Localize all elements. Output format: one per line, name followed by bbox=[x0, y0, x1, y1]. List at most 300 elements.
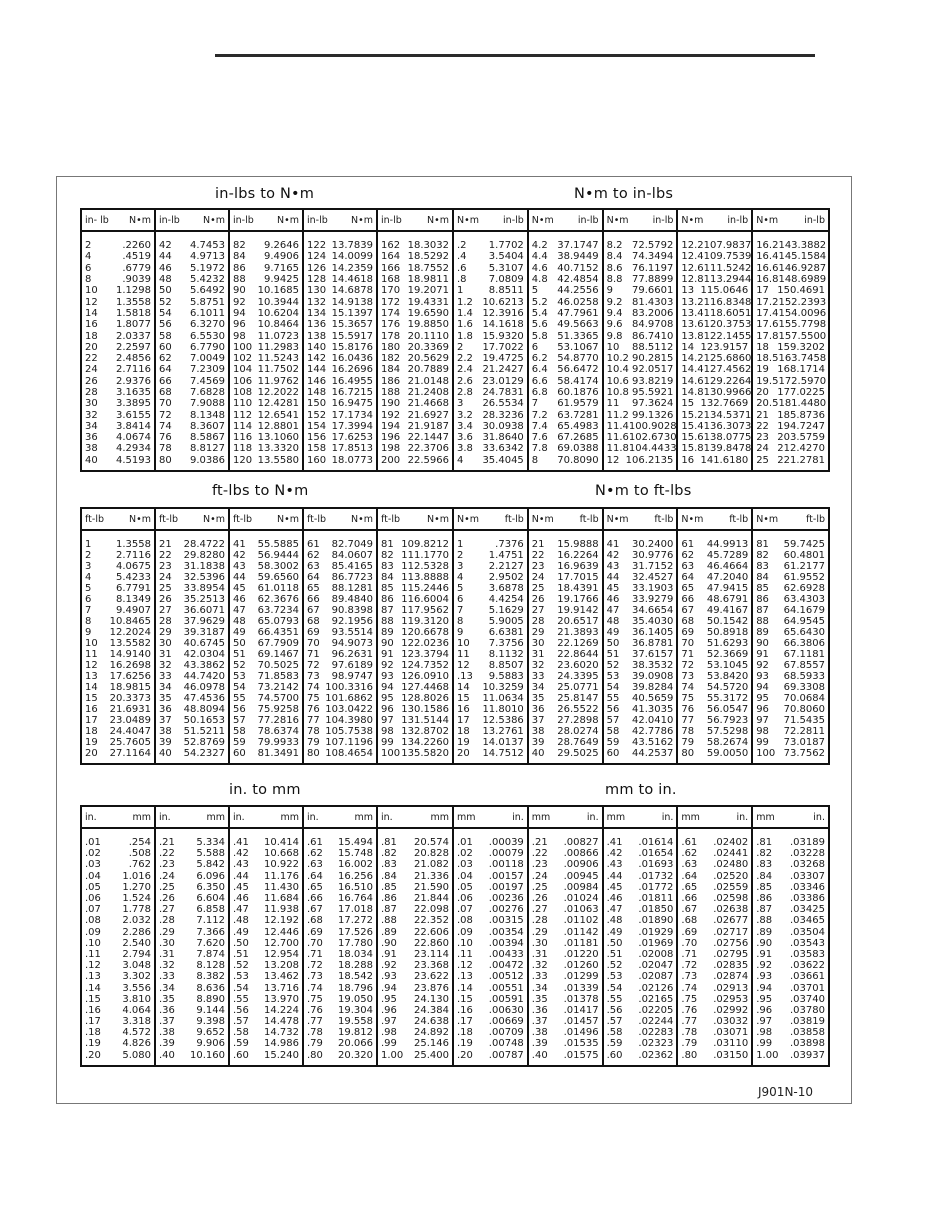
input-value-cell: 79 bbox=[307, 737, 320, 748]
converted-value-cell: 83.2006 bbox=[632, 307, 674, 319]
converted-value-cell: 20.7889 bbox=[407, 364, 449, 376]
input-value-cell: 54 bbox=[233, 682, 246, 693]
table-row bbox=[753, 240, 828, 251]
header-from-unit: N•m bbox=[681, 214, 704, 226]
table-row bbox=[378, 251, 452, 262]
converted-value-cell: 6.6381 bbox=[488, 627, 524, 638]
converted-value-cell: 18.4391 bbox=[557, 583, 599, 594]
header-to-unit: N•m bbox=[277, 513, 299, 525]
table-row bbox=[529, 748, 602, 759]
input-value-cell: 62 bbox=[681, 550, 695, 561]
table-row bbox=[604, 550, 677, 561]
table-body bbox=[304, 829, 376, 1061]
converted-value-cell: 14.2359 bbox=[331, 262, 373, 274]
converted-value-cell: 14.224 bbox=[264, 1004, 299, 1016]
input-value-cell: 4 bbox=[85, 572, 92, 583]
input-value-cell: 22 bbox=[159, 550, 172, 561]
table-row bbox=[529, 376, 602, 387]
converted-value-cell: 22.098 bbox=[414, 904, 449, 916]
input-value-cell: .36 bbox=[159, 1004, 175, 1016]
table-row bbox=[304, 904, 376, 915]
converted-value-cell: 86.7723 bbox=[331, 572, 373, 583]
input-value-cell: 6.2 bbox=[531, 353, 548, 365]
converted-value-cell: 64.1679 bbox=[783, 605, 825, 616]
input-value-cell: 94 bbox=[381, 682, 394, 693]
input-value-cell: 18.5 bbox=[756, 353, 779, 365]
input-value-cell: 8 bbox=[85, 274, 92, 286]
table-header bbox=[82, 210, 154, 232]
table-row bbox=[378, 263, 452, 274]
table-row bbox=[230, 1027, 302, 1038]
converted-value-cell: 16.510 bbox=[338, 881, 373, 893]
table-row bbox=[378, 726, 452, 737]
table-row bbox=[753, 342, 828, 353]
header-to-unit: in. bbox=[736, 811, 749, 823]
input-value-cell: 57 bbox=[233, 715, 246, 726]
input-value-cell: 85 bbox=[381, 583, 394, 594]
input-value-cell: 85 bbox=[756, 583, 769, 594]
input-value-cell: .68 bbox=[307, 915, 323, 927]
input-value-cell: 28 bbox=[531, 616, 545, 627]
table-row bbox=[82, 960, 154, 971]
table-row bbox=[529, 704, 602, 715]
converted-value-cell: 8.8507 bbox=[488, 660, 524, 671]
input-value-cell: 39 bbox=[531, 737, 545, 748]
input-value-cell: 8.4 bbox=[606, 251, 623, 263]
table-row bbox=[378, 432, 452, 443]
converted-value-cell: 11.8010 bbox=[482, 704, 524, 715]
input-value-cell: .14 bbox=[85, 982, 101, 994]
converted-value-cell: 10.668 bbox=[264, 848, 299, 860]
converted-value-cell: 123.3794 bbox=[401, 649, 449, 660]
converted-value-cell: 8.636 bbox=[196, 982, 225, 994]
table-row bbox=[529, 421, 602, 432]
converted-value-cell: 8.382 bbox=[196, 971, 225, 983]
input-value-cell: 15.4 bbox=[681, 420, 704, 432]
table-row bbox=[378, 1050, 452, 1061]
converted-value-cell: 20.3369 bbox=[407, 341, 449, 353]
input-value-cell: 100 bbox=[233, 341, 253, 353]
table-row bbox=[454, 319, 527, 330]
converted-value-cell: 28.3236 bbox=[482, 409, 524, 421]
table-row bbox=[753, 994, 828, 1005]
input-value-cell: 42 bbox=[606, 550, 620, 561]
converted-value-cell: .508 bbox=[128, 848, 151, 860]
input-value-cell: 2.2 bbox=[457, 353, 473, 365]
converted-value-cell: .03898 bbox=[789, 1038, 825, 1050]
table-row bbox=[604, 605, 677, 616]
converted-value-cell: 59.6560 bbox=[257, 572, 299, 583]
input-value-cell: 99 bbox=[381, 737, 394, 748]
converted-value-cell: 13.2761 bbox=[482, 726, 524, 737]
input-value-cell: 28 bbox=[85, 387, 98, 398]
table-row bbox=[604, 859, 677, 870]
converted-value-cell: 5.4233 bbox=[116, 572, 151, 583]
table-row bbox=[304, 871, 376, 882]
converted-value-cell: 52.3669 bbox=[706, 649, 749, 660]
table-row bbox=[678, 649, 751, 660]
input-value-cell: .61 bbox=[681, 837, 698, 849]
table-row bbox=[82, 561, 154, 572]
title-nm-to-inlb: N•m to in-lbs bbox=[574, 186, 674, 202]
converted-value-cell: 2.0337 bbox=[116, 330, 151, 342]
input-value-cell: .91 bbox=[756, 948, 773, 960]
input-value-cell: 44 bbox=[606, 572, 620, 583]
table-row bbox=[753, 704, 828, 715]
table-row bbox=[230, 859, 302, 870]
table-body bbox=[156, 232, 228, 466]
input-value-cell: .95 bbox=[756, 993, 773, 1005]
converted-value-cell: 127.4468 bbox=[401, 682, 449, 693]
header-from-unit: mm bbox=[606, 811, 626, 823]
table-row bbox=[230, 539, 302, 550]
converted-value-cell: .00276 bbox=[488, 904, 524, 916]
input-value-cell: 108 bbox=[233, 387, 253, 398]
input-value-cell: 100 bbox=[756, 748, 776, 759]
header-to-unit: mm bbox=[430, 811, 449, 823]
input-value-cell: 12 bbox=[85, 660, 98, 671]
table-row bbox=[230, 263, 302, 274]
table-row bbox=[529, 638, 602, 649]
converted-value-cell: 12.6541 bbox=[257, 409, 299, 421]
input-value-cell: .32 bbox=[531, 960, 548, 972]
converted-value-cell: 116.6004 bbox=[401, 594, 449, 605]
input-value-cell: 192 bbox=[381, 409, 401, 421]
converted-value-cell: 94.9073 bbox=[331, 638, 373, 649]
converted-value-cell: 51.6293 bbox=[706, 638, 749, 649]
input-value-cell: 9 bbox=[457, 627, 464, 638]
table-row bbox=[753, 263, 828, 274]
table-row bbox=[454, 550, 527, 561]
table-row bbox=[454, 638, 527, 649]
table-row bbox=[454, 960, 527, 971]
input-value-cell: .24 bbox=[531, 870, 548, 882]
table-row bbox=[678, 882, 751, 893]
converted-value-cell: 102.6730 bbox=[628, 432, 677, 444]
input-value-cell: .28 bbox=[531, 915, 548, 927]
converted-value-cell: 84.9708 bbox=[632, 319, 674, 331]
table-body bbox=[753, 531, 828, 759]
converted-value-cell: .02047 bbox=[638, 960, 674, 972]
table-row bbox=[529, 263, 602, 274]
input-value-cell: 6.6 bbox=[531, 375, 548, 387]
table-row bbox=[454, 330, 527, 341]
table-row bbox=[604, 1050, 677, 1061]
table-row bbox=[82, 1027, 154, 1038]
table-row bbox=[82, 398, 154, 409]
converted-value-cell: 13.5580 bbox=[257, 454, 299, 466]
table-row bbox=[82, 915, 154, 926]
converted-value-cell: 11.9762 bbox=[257, 375, 299, 387]
converted-value-cell: .00984 bbox=[563, 881, 599, 893]
table-row bbox=[529, 1050, 602, 1061]
converted-value-cell: .03307 bbox=[789, 870, 825, 882]
table-row bbox=[604, 296, 677, 307]
table-row bbox=[82, 583, 154, 594]
input-value-cell: .52 bbox=[606, 960, 623, 972]
table-row bbox=[304, 927, 376, 938]
table-row bbox=[604, 715, 677, 726]
converted-value-cell: 12.2024 bbox=[109, 627, 151, 638]
table-row bbox=[454, 627, 527, 638]
converted-value-cell: 21.0148 bbox=[407, 375, 449, 387]
converted-value-cell: 82.7049 bbox=[331, 539, 373, 550]
input-value-cell: 130 bbox=[307, 285, 327, 297]
converted-value-cell: 20.5629 bbox=[407, 353, 449, 365]
input-value-cell: 40 bbox=[531, 748, 545, 759]
input-value-cell: 16 bbox=[681, 454, 695, 466]
converted-value-cell: 66.4351 bbox=[257, 627, 299, 638]
converted-value-cell: 35.4030 bbox=[632, 616, 674, 627]
input-value-cell: 23 bbox=[159, 561, 172, 572]
table-mm-to-in bbox=[452, 805, 830, 1067]
table-row bbox=[454, 296, 527, 307]
header-from-unit: ft-lb bbox=[381, 513, 400, 525]
input-value-cell: 76 bbox=[681, 704, 695, 715]
converted-value-cell: 67.2685 bbox=[557, 432, 599, 444]
table-row bbox=[753, 915, 828, 926]
converted-value-cell: .03780 bbox=[789, 1004, 825, 1016]
table-row bbox=[753, 638, 828, 649]
input-value-cell: .56 bbox=[233, 1004, 249, 1016]
input-value-cell: .59 bbox=[233, 1038, 249, 1050]
input-value-cell: 55 bbox=[606, 693, 620, 704]
table-row bbox=[604, 927, 677, 938]
converted-value-cell: 21.4668 bbox=[407, 398, 449, 410]
header-from-unit: ft-lb bbox=[159, 513, 178, 525]
table-row bbox=[529, 240, 602, 251]
table-row bbox=[454, 1038, 527, 1049]
converted-value-cell: 2.286 bbox=[122, 926, 151, 938]
table-row bbox=[82, 649, 154, 660]
converted-value-cell: 15.1397 bbox=[331, 307, 373, 319]
header-from-unit: N•m bbox=[681, 513, 704, 525]
converted-value-cell: 16.2696 bbox=[331, 364, 373, 376]
table-row bbox=[230, 882, 302, 893]
input-value-cell: 2 bbox=[457, 550, 464, 561]
table-column-group bbox=[82, 210, 156, 470]
input-value-cell: .08 bbox=[457, 915, 473, 927]
input-value-cell: 6 bbox=[531, 341, 539, 353]
header-to-unit: in. bbox=[813, 811, 825, 823]
input-value-cell: .26 bbox=[159, 893, 175, 905]
converted-value-cell: 14.1618 bbox=[482, 319, 524, 331]
table-column-group bbox=[304, 210, 378, 470]
table-row bbox=[156, 296, 228, 307]
converted-value-cell: 26.5522 bbox=[557, 704, 599, 715]
table-row bbox=[378, 882, 452, 893]
input-value-cell: 15 bbox=[85, 693, 98, 704]
table-row bbox=[156, 837, 228, 848]
table-header bbox=[304, 210, 376, 232]
converted-value-cell: .03622 bbox=[789, 960, 825, 972]
table-row bbox=[378, 927, 452, 938]
table-row bbox=[304, 859, 376, 870]
table-row bbox=[454, 737, 527, 748]
input-value-cell: 4.8 bbox=[531, 274, 548, 286]
table-column-group bbox=[156, 210, 230, 470]
table-row bbox=[304, 715, 376, 726]
title-nm-to-ftlb: N•m to ft-lbs bbox=[595, 483, 692, 499]
input-value-cell: 10 bbox=[85, 638, 98, 649]
table-row bbox=[304, 240, 376, 251]
input-value-cell: 84 bbox=[233, 251, 246, 263]
converted-value-cell: 97.6189 bbox=[331, 660, 373, 671]
input-value-cell: .93 bbox=[756, 971, 773, 983]
input-value-cell: 75 bbox=[681, 693, 695, 704]
converted-value-cell: 4.064 bbox=[122, 1004, 151, 1016]
converted-value-cell: 24.7831 bbox=[482, 387, 524, 398]
converted-value-cell: 16.002 bbox=[338, 859, 373, 871]
header-to-unit: in-lb bbox=[577, 214, 599, 226]
converted-value-cell: .01024 bbox=[563, 893, 599, 905]
input-value-cell: .70 bbox=[681, 937, 698, 949]
table-row bbox=[604, 994, 677, 1005]
table-row bbox=[230, 660, 302, 671]
table-row bbox=[304, 1016, 376, 1027]
table-row bbox=[678, 240, 751, 251]
converted-value-cell: 10.6204 bbox=[257, 307, 299, 319]
input-value-cell: 182 bbox=[381, 353, 401, 365]
converted-value-cell: 58.4174 bbox=[557, 375, 599, 387]
table-row bbox=[378, 594, 452, 605]
table-header bbox=[753, 210, 828, 232]
converted-value-cell: 13.970 bbox=[264, 993, 299, 1005]
input-value-cell: 10.6 bbox=[606, 375, 629, 387]
input-value-cell: 49 bbox=[606, 627, 620, 638]
table-row bbox=[604, 737, 677, 748]
table-row bbox=[378, 704, 452, 715]
table-body bbox=[378, 829, 452, 1061]
input-value-cell: .38 bbox=[159, 1027, 175, 1039]
table-row bbox=[230, 982, 302, 993]
table-row bbox=[753, 376, 828, 387]
input-value-cell: 128 bbox=[307, 274, 327, 286]
input-value-cell: 23 bbox=[756, 432, 769, 444]
converted-value-cell: 8.890 bbox=[196, 993, 225, 1005]
converted-value-cell: 17.526 bbox=[338, 926, 373, 938]
table-row bbox=[230, 671, 302, 682]
table-row bbox=[378, 296, 452, 307]
converted-value-cell: 8.1348 bbox=[190, 409, 225, 421]
input-value-cell: 92 bbox=[381, 660, 394, 671]
converted-value-cell: 17.7015 bbox=[557, 572, 599, 583]
converted-value-cell: 7.620 bbox=[196, 937, 225, 949]
table-row bbox=[156, 1038, 228, 1049]
table-body bbox=[82, 829, 154, 1061]
table-row bbox=[529, 409, 602, 420]
table-row bbox=[678, 904, 751, 915]
table-row bbox=[678, 1027, 751, 1038]
input-value-cell: 8 bbox=[531, 454, 539, 466]
input-value-cell: 26 bbox=[159, 594, 172, 605]
converted-value-cell: 152.2393 bbox=[778, 296, 827, 308]
table-row bbox=[82, 364, 154, 375]
table-row bbox=[156, 693, 228, 704]
converted-value-cell: 25.7605 bbox=[109, 737, 151, 748]
input-value-cell: 14.2 bbox=[681, 353, 704, 365]
input-value-cell: .98 bbox=[381, 1027, 397, 1039]
input-value-cell: .45 bbox=[233, 881, 249, 893]
converted-value-cell: 16.764 bbox=[338, 893, 373, 905]
table-row bbox=[454, 982, 527, 993]
input-value-cell: .06 bbox=[457, 893, 473, 905]
table-row bbox=[304, 726, 376, 737]
table-row bbox=[230, 726, 302, 737]
table-row bbox=[454, 594, 527, 605]
table-row bbox=[454, 837, 527, 848]
converted-value-cell: 2.032 bbox=[122, 915, 151, 927]
input-value-cell: 97 bbox=[756, 715, 769, 726]
table-row bbox=[678, 848, 751, 859]
header-from-unit: in-lb bbox=[307, 214, 328, 226]
header-from-unit: mm bbox=[681, 811, 700, 823]
table-row bbox=[378, 455, 452, 466]
table-row bbox=[156, 605, 228, 616]
header-to-unit: N•m bbox=[351, 214, 373, 226]
input-value-cell: .78 bbox=[681, 1027, 698, 1039]
input-value-cell: .25 bbox=[159, 881, 175, 893]
input-value-cell: 68 bbox=[681, 616, 695, 627]
header-to-unit: N•m bbox=[129, 214, 151, 226]
converted-value-cell: 2.9502 bbox=[488, 572, 524, 583]
input-value-cell: 3.2 bbox=[457, 409, 473, 421]
converted-value-cell: 1.4751 bbox=[488, 550, 524, 561]
input-value-cell: .96 bbox=[381, 1004, 397, 1016]
table-row bbox=[378, 960, 452, 971]
input-value-cell: 25 bbox=[756, 454, 769, 466]
converted-value-cell: 2.9376 bbox=[116, 375, 151, 387]
table-row bbox=[304, 432, 376, 443]
converted-value-cell: 2.7116 bbox=[116, 364, 151, 376]
input-value-cell: .56 bbox=[606, 1004, 623, 1016]
input-value-cell: .21 bbox=[531, 837, 548, 849]
table-row bbox=[454, 387, 527, 398]
table-row bbox=[378, 387, 452, 398]
converted-value-cell: 63.4303 bbox=[783, 594, 825, 605]
table-row bbox=[156, 893, 228, 904]
converted-value-cell: 177.0225 bbox=[777, 387, 825, 398]
converted-value-cell: 16.2264 bbox=[557, 550, 599, 561]
table-row bbox=[378, 748, 452, 759]
input-value-cell: .77 bbox=[681, 1016, 698, 1028]
converted-value-cell: 60.1876 bbox=[557, 387, 599, 398]
table-row bbox=[230, 387, 302, 398]
table-row bbox=[529, 308, 602, 319]
input-value-cell: 35 bbox=[531, 693, 545, 704]
converted-value-cell: 43.5162 bbox=[632, 737, 674, 748]
converted-value-cell: .01260 bbox=[563, 960, 599, 972]
table-row bbox=[454, 583, 527, 594]
converted-value-cell: .02756 bbox=[713, 937, 749, 949]
table-row bbox=[82, 308, 154, 319]
table-row bbox=[753, 409, 828, 420]
table-row bbox=[678, 319, 751, 330]
input-value-cell: .13 bbox=[457, 671, 473, 682]
input-value-cell: 78 bbox=[159, 443, 172, 455]
converted-value-cell: 7.6828 bbox=[190, 387, 225, 398]
input-value-cell: .01 bbox=[85, 837, 101, 849]
converted-value-cell: 44.2556 bbox=[557, 285, 599, 297]
converted-value-cell: 56.9444 bbox=[257, 550, 299, 561]
table-body bbox=[230, 531, 302, 759]
converted-value-cell: 85.4165 bbox=[331, 561, 373, 572]
table-row bbox=[156, 737, 228, 748]
converted-value-cell: 36.6071 bbox=[183, 605, 225, 616]
header-from-unit: N•m bbox=[756, 214, 779, 226]
converted-value-cell: 130.1586 bbox=[401, 704, 449, 715]
converted-value-cell: 23.114 bbox=[414, 948, 449, 960]
